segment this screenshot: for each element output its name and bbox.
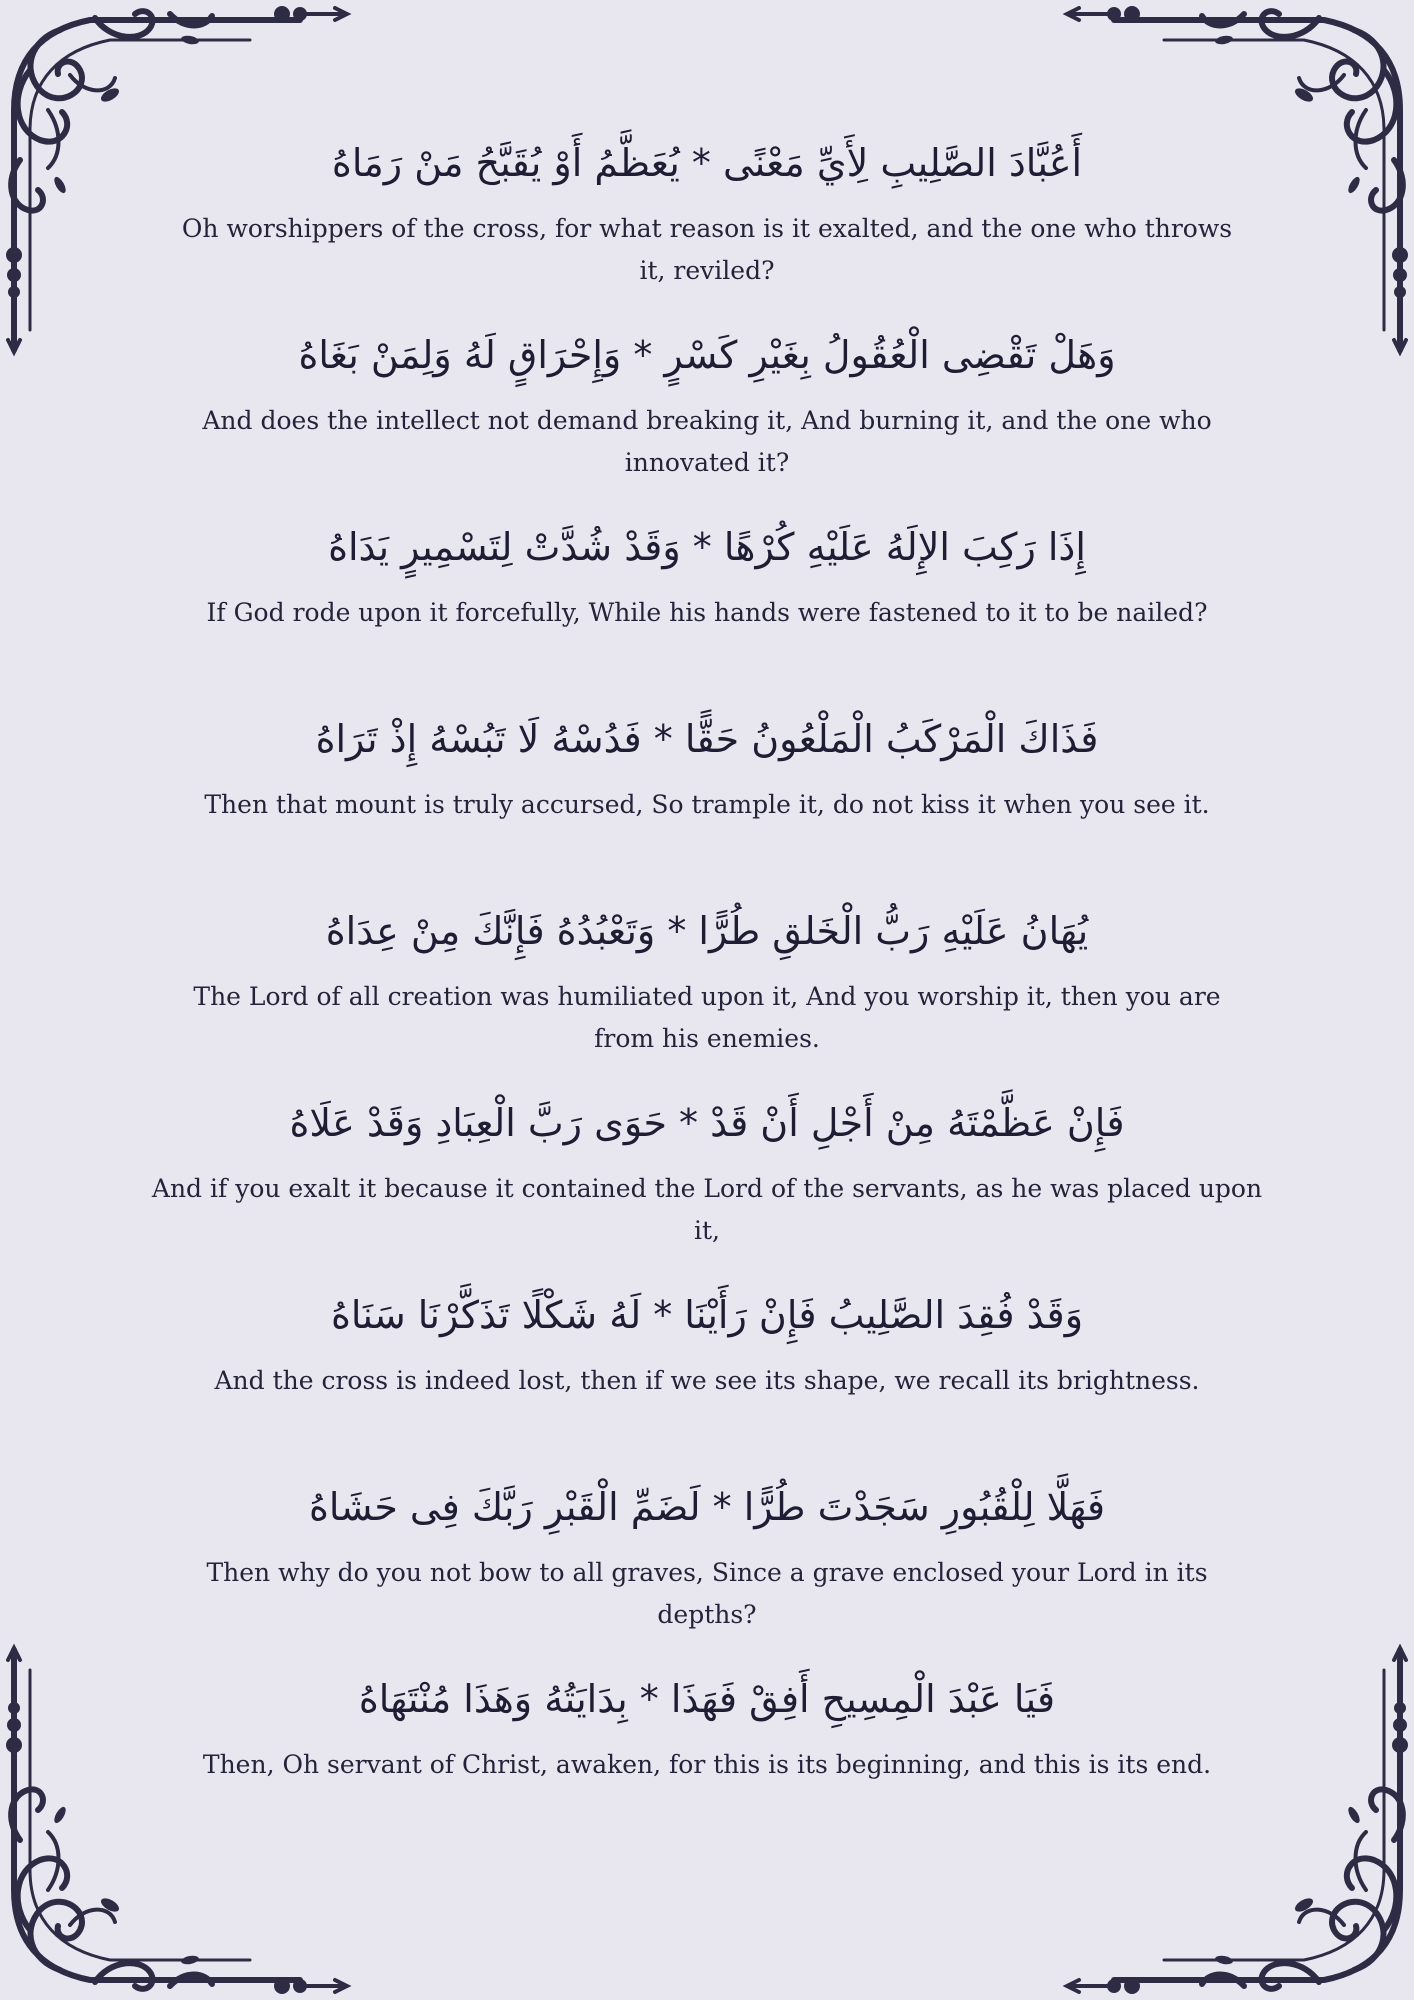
arabic-verse: إِذَا رَكِبَ الإِلَهُ عَلَيْهِ كُرْهًا * وَقَدْ شُدَّتْ لِتَسْمِيرٍ يَدَاهُ [328,525,1086,569]
arabic-verse: وَهَلْ تَقْضِى الْعُقُولُ بِغَيْرِ كَسْرٍ * وَإِحْرَاقٍ لَهُ وَلِمَنْ بَغَاهُ [298,333,1116,377]
english-translation: The Lord of all creation was humiliated upon it, And you worship it, then you are from his enemies. [193,982,1221,1053]
arabic-verse: فَهَلَّا لِلْقُبُورِ سَجَدْتَ طُرًّا * لَضَمِّ الْقَبْرِ رَبَّكَ فِى حَشَاهُ [308,1485,1106,1529]
verse-9 [170,1664,1244,1856]
arabic-verse: فَذَاكَ الْمَرْكَبُ الْمَلْعُونُ حَقًّا * فَدُسْهُ لَا تَبُسْهُ إِذْ تَرَاهُ [315,717,1099,761]
english-translation: And the cross is indeed lost, then if we see its shape, we recall its brightness. [214,1366,1200,1395]
verse-4 [170,704,1244,896]
verse-6 [151,1088,1263,1280]
verse-1 [170,128,1244,320]
english-translation: Then that mount is truly accursed, So trample it, do not kiss it when you see it. [204,790,1210,819]
arabic-verse: يُهَانُ عَلَيْهِ رَبُّ الْخَلقِ طُرًّا * وَتَعْبُدُهُ فَإِنَّكَ مِنْ عِدَاهُ [325,909,1089,953]
arabic-verse: أَعُبَّادَ الصَّلِيبِ لِأَيِّ مَعْنًى * يُعَظَّمُ أَوْ يُقَبَّحُ مَنْ رَمَاهُ [331,141,1083,185]
arabic-verse: وَقَدْ فُقِدَ الصَّلِيبُ فَإِنْ رَأَيْنَا * لَهُ شَكْلًا تَذَكَّرْنَا سَنَاهُ [330,1293,1084,1337]
poem-body [151,128,1263,1856]
english-translation: If God rode upon it forcefully, While his hands were fastened to it to be nailed? [206,598,1208,627]
verse-5 [170,896,1244,1088]
english-translation: Then why do you not bow to all graves, Since a grave enclosed your Lord in its depths? [206,1558,1208,1629]
english-translation: Oh worshippers of the cross, for what reason is it exalted, and the one who throws it, reviled? [181,214,1233,285]
verse-7 [170,1280,1244,1472]
english-translation: And if you exalt it because it contained the Lord of the servants, as he was placed upon it, [151,1174,1263,1245]
arabic-verse: فَيَا عَبْدَ الْمِسِيحِ أَفِقْ فَهَذَا * بِدَايَتُهُ وَهَذَا مُنْتَهَاهُ [358,1677,1056,1721]
english-translation: Then, Oh servant of Christ, awaken, for this is its beginning, and this is its end. [202,1750,1212,1779]
arabic-verse: فَإِنْ عَظَّمْتَهُ مِنْ أَجْلِ أَنْ قَدْ * حَوَى رَبَّ الْعِبَادِ وَقَدْ عَلَاهُ [289,1101,1125,1145]
verse-2 [170,320,1244,512]
english-translation: And does the intellect not demand breaking it, And burning it, and the one who innovated it? [202,406,1212,477]
verse-8 [170,1472,1244,1664]
verse-3 [170,512,1244,704]
